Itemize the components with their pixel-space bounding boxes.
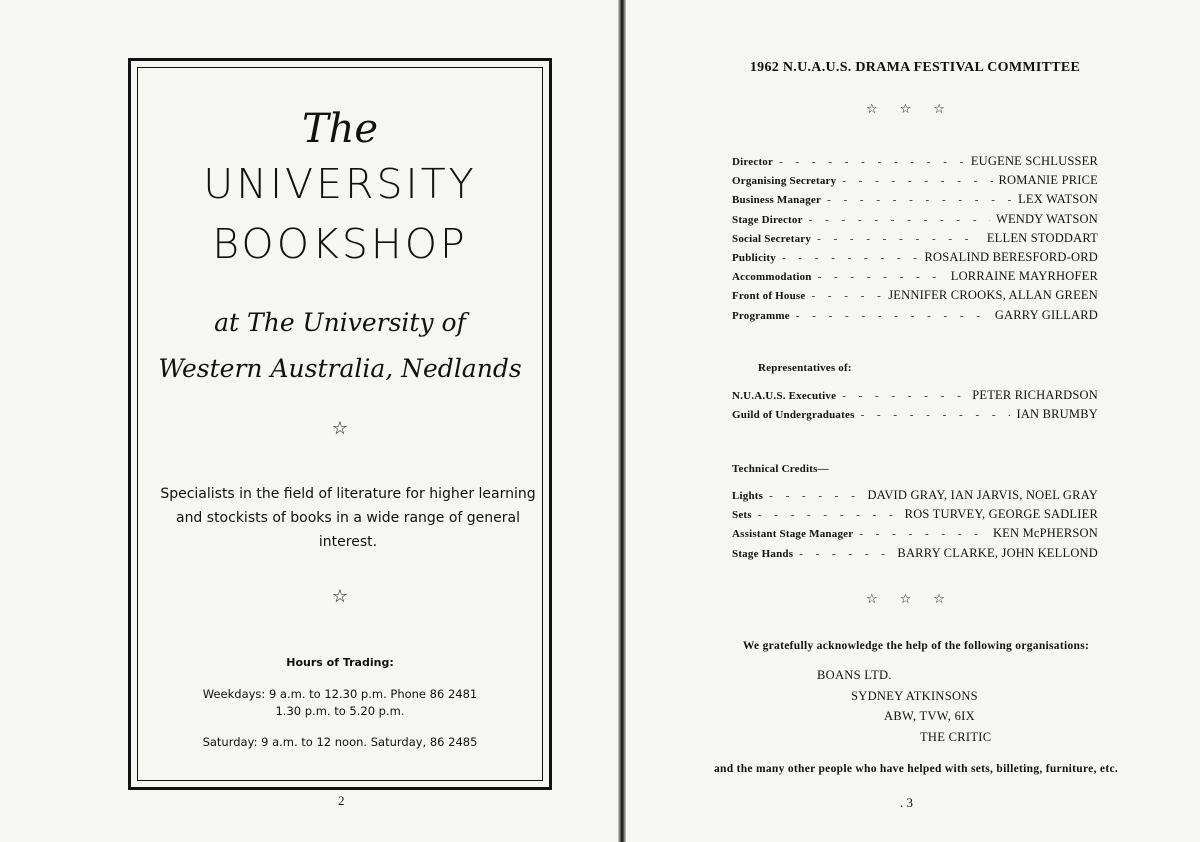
dash-leader — [827, 194, 1012, 206]
list-item — [732, 407, 1098, 426]
role-label: Front of House — [732, 290, 806, 303]
role-name: DAVID GRAY, IAN JARVIS, NOEL GRAY — [867, 488, 1098, 502]
role-name: KEN McPHERSON — [992, 526, 1098, 541]
role-name: BARRY CLARKE, JOHN KELLOND — [897, 545, 1098, 560]
technical-list — [732, 488, 1098, 565]
role-name: LEX WATSON — [1018, 192, 1098, 207]
list-item — [732, 546, 1098, 565]
role-name: EUGENE SCHLUSSER — [970, 154, 1098, 168]
role-name: IAN BRUMBY — [1016, 407, 1098, 422]
dash-leader — [799, 548, 891, 560]
dash-leader — [842, 390, 966, 402]
role-label: Assistant Stage Manager — [732, 528, 854, 541]
role-name: GARRY GILLARD — [994, 307, 1098, 322]
dash-leader — [782, 252, 919, 264]
list-item — [732, 507, 1098, 526]
role-name: PETER RICHARDSON — [972, 388, 1098, 402]
star-divider-icon: ☆☆☆ — [866, 102, 967, 117]
list-item — [732, 308, 1098, 327]
role-label: Social Secretary — [732, 232, 812, 245]
dash-leader — [817, 233, 981, 245]
ad-bookshop: BOOKSHOP — [212, 220, 468, 268]
ad-description: Specialists in the field of literature for higher learning and stockists of books in a wide range of general interest. — [160, 486, 536, 550]
organisation: ABW, TVW, 6IX — [884, 709, 975, 723]
star-icon: ☆ — [331, 586, 349, 607]
role-name: ROMANIE PRICE — [998, 173, 1098, 188]
role-label: N.U.A.U.S. Executive — [732, 390, 837, 402]
role-label: Sets — [732, 509, 752, 522]
role-label: Accommodation — [732, 271, 812, 284]
role-name: JENNIFER CROOKS, ALLAN GREEN — [888, 288, 1098, 303]
role-label: Organising Secretary — [732, 175, 837, 188]
list-item — [732, 250, 1098, 269]
role-name: LORRAINE MAYRHOFER — [950, 269, 1098, 284]
role-label: Lights — [732, 490, 764, 502]
list-item — [732, 269, 1098, 288]
star-divider-icon: ☆☆☆ — [866, 592, 967, 607]
organisation: SYDNEY ATKINSONS — [851, 689, 978, 703]
list-item — [732, 212, 1098, 231]
list-item — [732, 154, 1098, 173]
list-item — [732, 488, 1098, 507]
dash-leader — [861, 409, 1011, 421]
ad-location-line1: at The University of — [214, 308, 466, 337]
page-number-right: . 3 — [900, 795, 913, 810]
committee-list — [732, 154, 1098, 327]
role-label: Business Manager — [732, 194, 822, 207]
list-item — [732, 288, 1098, 307]
technical-heading: Technical Credits— — [732, 463, 829, 475]
dash-leader — [842, 175, 992, 187]
role-name: ELLEN STODDART — [986, 230, 1098, 245]
closing-line: and the many other people who have helped with sets, billeting, furniture, etc. — [713, 763, 1119, 775]
weekdays-line2: 1.30 p.m. to 5.20 p.m. — [275, 704, 405, 718]
acknowledgement-line: We gratefully acknowledge the help of the following organisations: — [742, 640, 1090, 652]
dash-leader — [811, 290, 882, 302]
role-label: Stage Director — [732, 213, 803, 226]
organisation: BOANS LTD. — [817, 668, 892, 682]
representatives-heading: Representatives of: — [758, 362, 852, 374]
role-label: Publicity — [732, 251, 776, 264]
saturday-line: Saturday: 9 a.m. to 12 noon. Saturday, 86 2485 — [202, 735, 478, 749]
role-label: Stage Hands — [732, 547, 794, 560]
dash-leader — [796, 310, 989, 322]
weekdays-line1: Weekdays: 9 a.m. to 12.30 p.m. Phone 86 2481 — [202, 687, 478, 701]
list-item — [732, 192, 1098, 211]
dash-leader — [818, 271, 945, 283]
hours-block — [138, 686, 542, 751]
committee-title: 1962 N.U.A.U.S. DRAMA FESTIVAL COMMITTEE — [749, 60, 1081, 75]
ad-university: UNIVERSITY — [203, 160, 477, 208]
ad-the: The — [301, 106, 379, 152]
organisation: THE CRITIC — [920, 730, 992, 744]
list-item — [732, 526, 1098, 545]
dash-leader — [758, 509, 899, 521]
role-name: ROS TURVEY, GEORGE SADLIER — [904, 507, 1098, 522]
role-label: Director — [732, 156, 774, 168]
role-name: WENDY WATSON — [995, 211, 1098, 226]
ad-location-line2: Western Australia, Nedlands — [158, 354, 522, 383]
dash-leader — [769, 490, 861, 502]
dash-leader — [809, 214, 990, 226]
bookshop-ad-frame — [128, 58, 552, 790]
page-number-left: 2 — [338, 793, 345, 808]
list-item — [732, 388, 1098, 407]
list-item — [732, 173, 1098, 192]
role-label: Guild of Undergraduates — [732, 409, 855, 422]
representatives-list — [732, 388, 1098, 426]
role-name: ROSALIND BERESFORD-ORD — [924, 249, 1098, 264]
star-icon: ☆ — [331, 418, 349, 439]
hours-title: Hours of Trading: — [286, 656, 394, 669]
dash-leader — [859, 528, 987, 540]
page-fold — [618, 0, 626, 842]
list-item — [732, 231, 1098, 250]
ad-inner-border — [137, 67, 543, 781]
dash-leader — [779, 156, 965, 168]
role-label: Programme — [732, 309, 790, 322]
